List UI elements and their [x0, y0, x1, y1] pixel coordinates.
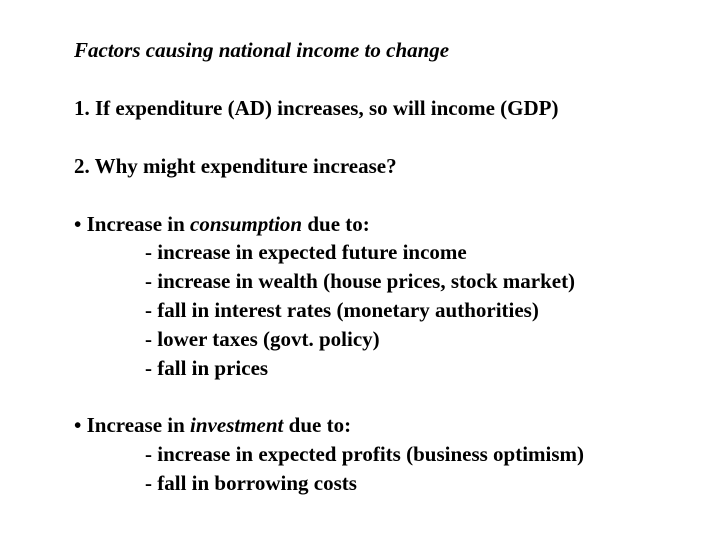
consumption-item: - fall in prices [145, 356, 269, 380]
bullet-investment-prefix: • Increase in [74, 413, 191, 437]
point-why-expenditure: 2. Why might expenditure increase? [74, 154, 397, 178]
investment-item: - increase in expected profits (business optimism) [145, 442, 585, 466]
bullet-investment-suffix: due to: [283, 413, 352, 437]
bullet-consumption-suffix: due to: [302, 212, 370, 236]
investment-item: - fall in borrowing costs [145, 471, 357, 495]
bullet-consumption-prefix: • Increase in [74, 212, 191, 236]
bullet-consumption [74, 211, 370, 237]
slide-title: Factors causing national income to change [74, 38, 450, 62]
consumption-item: - lower taxes (govt. policy) [145, 327, 380, 351]
consumption-item: - increase in wealth (house prices, stock market) [145, 269, 576, 293]
consumption-item: - increase in expected future income [145, 240, 467, 264]
bullet-investment-keyword: investment [190, 413, 284, 437]
point-expenditure-income: 1. If expenditure (AD) increases, so will income (GDP) [74, 96, 559, 120]
bullet-consumption-keyword: consumption [190, 212, 303, 236]
consumption-item: - fall in interest rates (monetary authorities) [145, 298, 539, 322]
bullet-investment [74, 412, 351, 438]
